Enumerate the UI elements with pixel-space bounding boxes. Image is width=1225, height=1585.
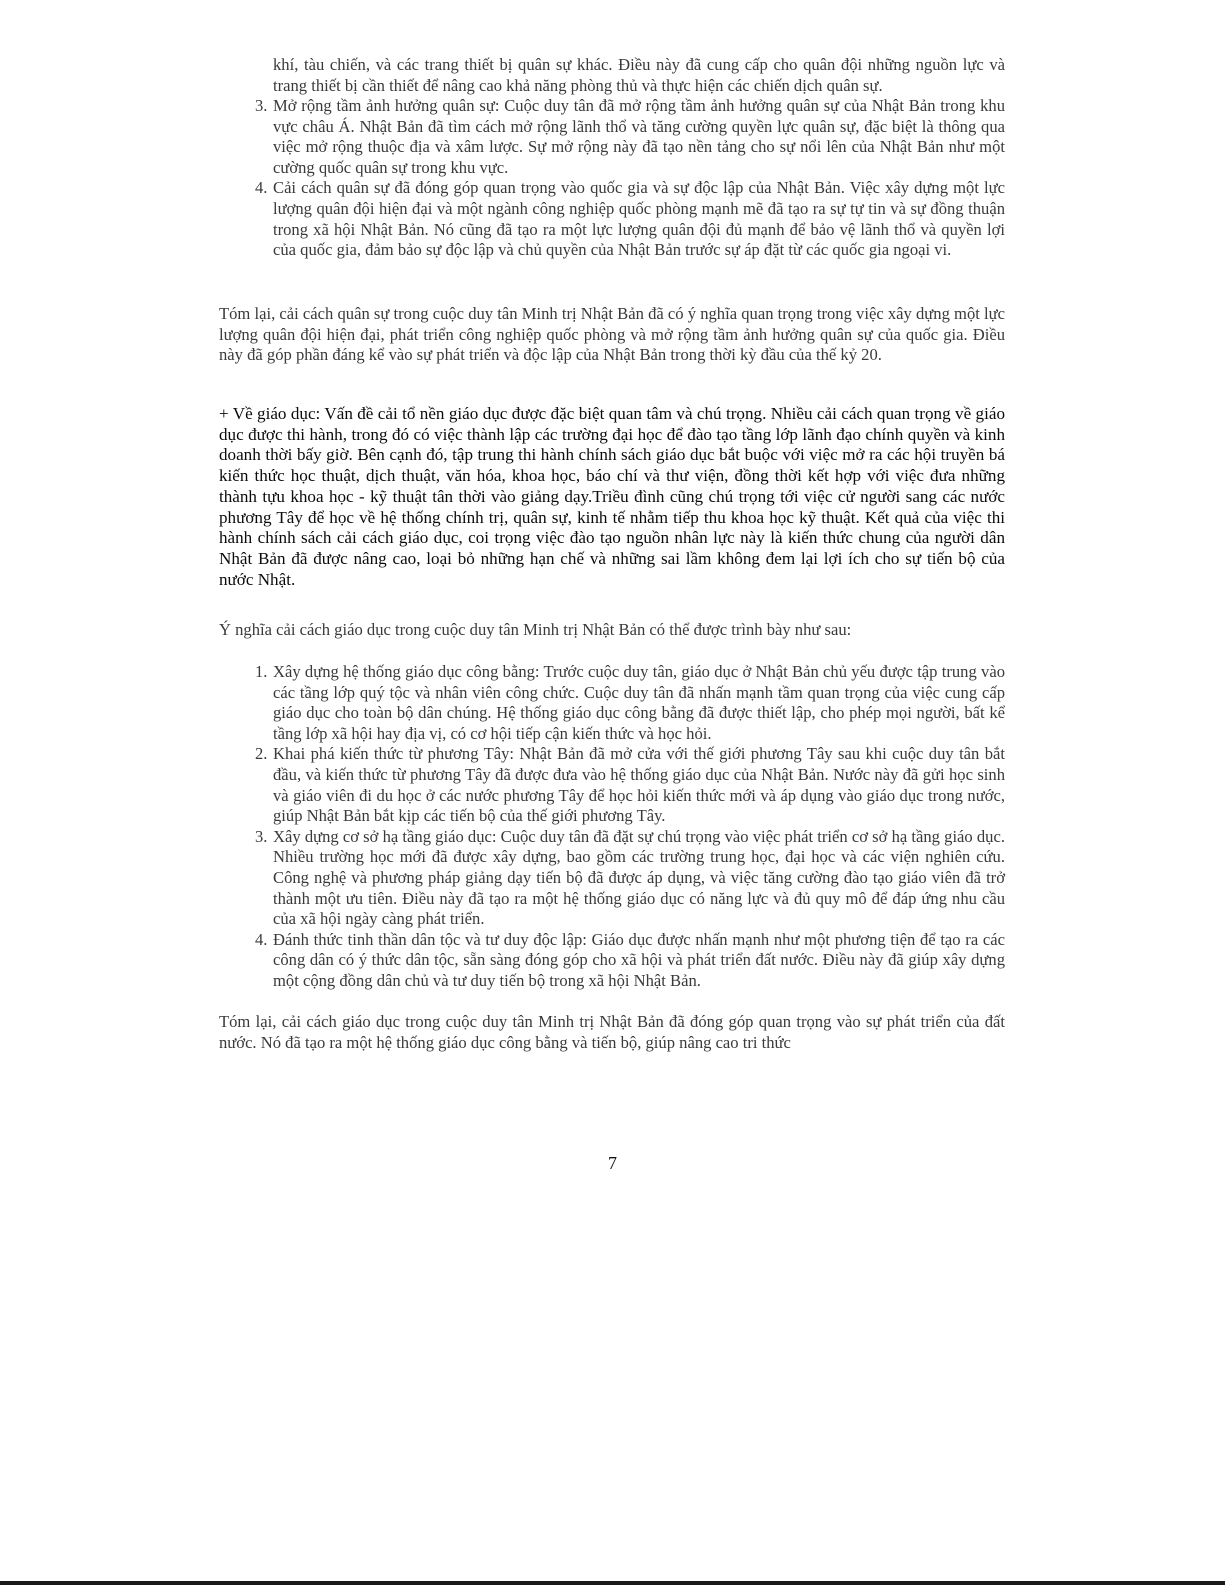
page-bottom-border	[0, 1581, 1225, 1585]
list-item-text: Xây dựng hệ thống giáo dục công bằng: Trước cuộc duy tân, giáo dục ở Nhật Bản chủ yếu được tập trung vào các tầng lớp quý tộc và nhân viên công chức. Cuộc duy tân đã nhấn mạnh tầm quan trọng của việc cung cấp giáo dục cho toàn bộ dân chúng. Hệ thống giáo dục công bằng đã được thiết lập, cho phép mọi người, bất kể tầng lớp xã hội hay địa vị, có cơ hội tiếp cận kiến thức và học hỏi.	[273, 662, 1005, 743]
list-item-number: 4.	[255, 178, 268, 198]
military-list	[219, 96, 1005, 261]
education-significance-heading: Ý nghĩa cải cách giáo dục trong cuộc duy tân Minh trị Nhật Bản có thể được trình bày như sau:	[219, 620, 852, 639]
list-item-number: 4.	[255, 929, 268, 949]
list-item-text: Cải cách quân sự đã đóng góp quan trọng vào quốc gia và sự độc lập của Nhật Bản. Việc xây dựng một lực lượng quân đội hiện đại và một ngành công nghiệp quốc phòng mạnh mẽ đã tạo ra sự tự tin và sự đồng thuận trong xã hội Nhật Bản. Nó cũng đã tạo ra một lực lượng quân đội đủ mạnh để bảo vệ lãnh thổ và quyền lợi của quốc gia, đảm bảo sự độc lập và chủ quyền của Nhật Bản trước sự áp đặt từ các quốc gia ngoại vi.	[273, 178, 1005, 260]
page-number: 7	[608, 1153, 617, 1173]
list-item	[219, 662, 1005, 744]
military-continuation-paragraph: khí, tàu chiến, và các trang thiết bị quân sự khác. Điều này đã cung cấp cho quân đội những nguồn lực và trang thiết bị cần thiết để nâng cao khả năng phòng thủ và thực hiện các chiến dịch quân sự.	[273, 55, 1005, 95]
education-list	[219, 662, 1005, 992]
list-item-text: Mở rộng tầm ảnh hưởng quân sự: Cuộc duy tân đã mở rộng tầm ảnh hưởng quân sự của Nhật Bản trong khu vực châu Á. Nhật Bản đã tìm cách mở rộng lãnh thổ và tăng cường quyền lực quân sự, đặc biệt là thông qua việc mở rộng thuộc địa và xâm lược. Sự mở rộng này đã tạo nền tảng cho sự nổi lên của Nhật Bản như một cường quốc quân sự trong khu vực.	[273, 96, 1005, 177]
list-item	[219, 178, 1005, 260]
education-intro-paragraph: + Về giáo dục: Vấn đề cải tổ nền giáo dục được đặc biệt quan tâm và chú trọng. Nhiều cải cách quan trọng về giáo dục được thi hành, trong đó có việc thành lập các trường đại học để đào tạo tầng lớp lãnh đạo chính quyền và kinh doanh thời bấy giờ. Bên cạnh đó, tập trung thi hành chính sách giáo dục bắt buộc với việc mở ra các hội truyền bá kiến thức học thuật, dịch thuật, văn hóa, khoa học, báo chí và thư viện, đồng thời kết hợp với việc đưa những thành tựu khoa học - kỹ thuật tân thời vào giảng dạy.Triều đình cũng chú trọng tới việc cử người sang các nước phương Tây để học về hệ thống chính trị, quân sự, kinh tế nhằm tiếp thu khoa học kỹ thuật. Kết quả của việc thi hành chính sách cải cách giáo dục, coi trọng việc đào tạo nguồn nhân lực này là kiến thức chung của người dân Nhật Bản đã được nâng cao, loại bỏ những hạn chế và những sai lầm không đem lại lợi ích cho sự tiến bộ của nước Nhật.	[219, 404, 1005, 589]
list-item-text: Đánh thức tinh thần dân tộc và tư duy độc lập: Giáo dục được nhấn mạnh như một phương tiện để tạo ra các công dân có ý thức dân tộc, sẵn sàng đóng góp cho xã hội và phát triển đất nước. Điều này đã giúp xây dựng một cộng đồng dân chủ và tư duy tiến bộ trong xã hội Nhật Bản.	[273, 929, 1005, 990]
list-item-text: Xây dựng cơ sở hạ tầng giáo dục: Cuộc duy tân đã đặt sự chú trọng vào việc phát triển cơ sở hạ tầng giáo dục. Nhiều trường học mới đã được xây dựng, bao gồm các trường trung học, đại học và các viện nghiên cứu. Công nghệ và phương pháp giảng dạy tiến bộ đã được áp dụng, và việc tăng cường đào tạo giáo viên đã trở thành một ưu tiên. Điều này đã tạo ra một hệ thống giáo dục có năng lực và đủ quy mô để đáp ứng nhu cầu của xã hội ngày càng phát triển.	[273, 826, 1005, 929]
list-item	[219, 96, 1005, 178]
list-item-number: 2.	[255, 744, 268, 764]
list-item-number: 1.	[255, 662, 268, 681]
list-item-text: Khai phá kiến thức từ phương Tây: Nhật Bản đã mở cửa với thế giới phương Tây sau khi cuộc duy tân bắt đầu, và kiến thức từ phương Tây đã được đưa vào hệ thống giáo dục của Nhật Bản. Nước này đã gửi học sinh và giáo viên đi du học ở các nước phương Tây để học hỏi kiến thức mới và áp dụng vào giáo dục trong nước, giúp Nhật Bản bắt kịp các tiến bộ của thế giới phương Tây.	[273, 744, 1005, 826]
education-summary-paragraph: Tóm lại, cải cách giáo dục trong cuộc duy tân Minh trị Nhật Bản đã đóng góp quan trọng vào sự phát triển của đất nước. Nó đã tạo ra một hệ thống giáo dục công bằng và tiến bộ, giúp nâng cao tri thức	[219, 1012, 1005, 1052]
list-item	[219, 744, 1005, 826]
military-summary-paragraph: Tóm lại, cải cách quân sự trong cuộc duy tân Minh trị Nhật Bản đã có ý nghĩa quan trọng trong việc xây dựng một lực lượng quân đội hiện đại, phát triển công nghiệp quốc phòng và mở rộng tầm ảnh hưởng quân sự của quốc gia. Điều này đã góp phần đáng kể vào sự phát triển và độc lập của Nhật Bản trong thời kỳ đầu của thế kỷ 20.	[219, 304, 1005, 365]
list-item	[219, 930, 1005, 992]
list-item	[219, 827, 1005, 930]
list-item-number: 3.	[255, 96, 268, 115]
list-item-number: 3.	[255, 826, 268, 846]
